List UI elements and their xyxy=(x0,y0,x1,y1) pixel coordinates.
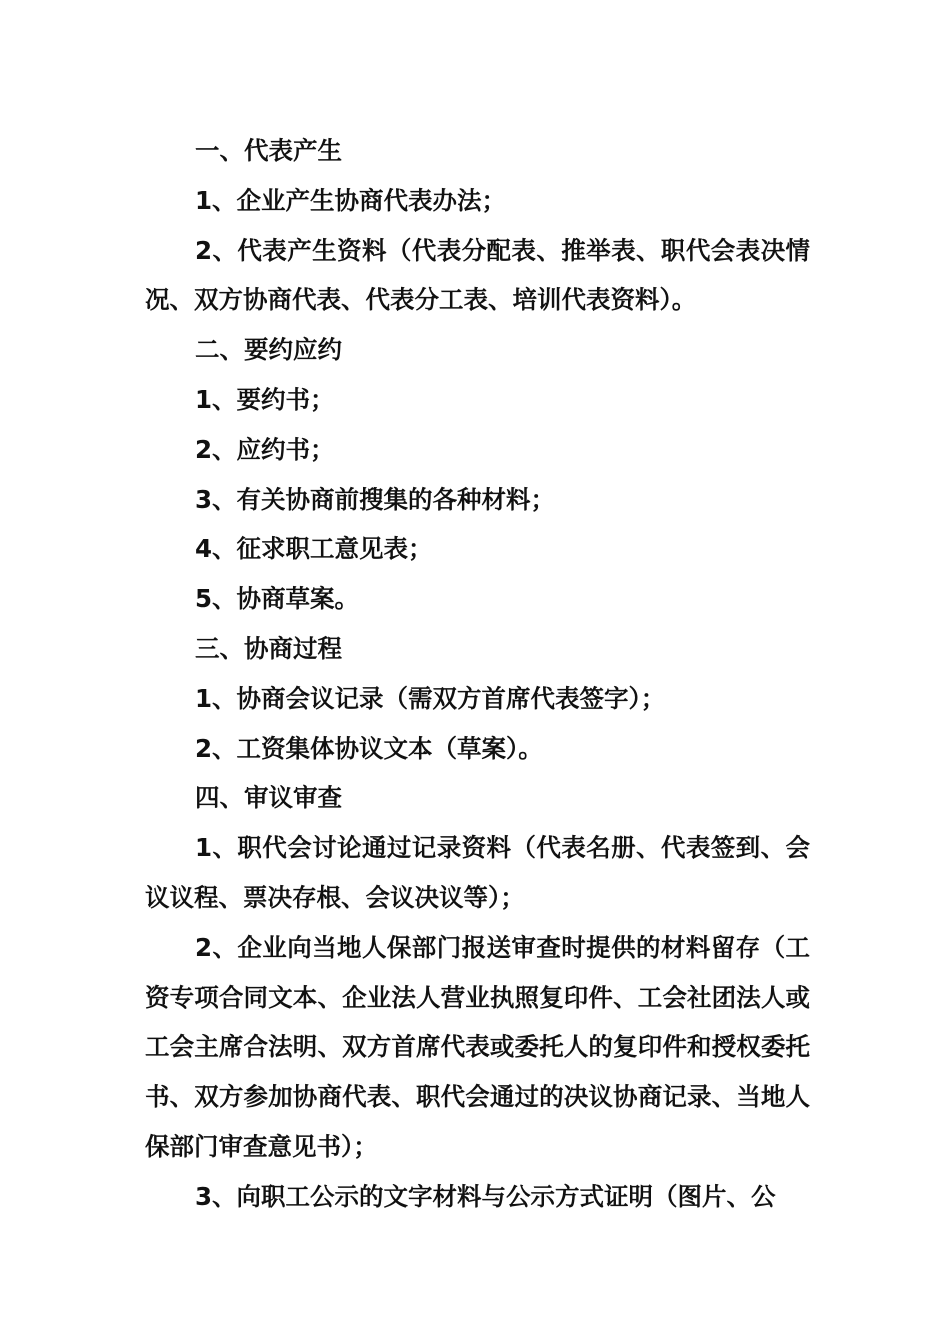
list-item: 5、协商草案。 xyxy=(195,584,360,614)
list-item: 1、要约书； xyxy=(195,384,335,414)
list-item: 1、职代会讨论通过记录资料（代表名册、代表签到、会议议程、票决存根、会议决议等）； xyxy=(145,833,810,912)
list-item: 2、代表产生资料（代表分配表、推举表、职代会表决情况、双方协商代表、代表分工表、培训代表资料）。 xyxy=(145,235,810,315)
list-item: 2、企业向当地人保部门报送审查时提供的材料留存（工资专项合同文本、企业法人营业执照复印件、工会社团法人或工会主席合法明、双方首席代表或委托人的复印件和授权委托书、双方参加协商代表、职代会通过的决议协商记录、当地人保部门审查意见书）； xyxy=(145,932,810,1161)
list-item: 1、协商会议记录（需双方首席代表签字）； xyxy=(195,683,666,713)
section-heading-3: 三、协商过程 xyxy=(195,633,342,663)
section-heading-2: 二、要约应约 xyxy=(195,335,342,365)
list-item: 1、企业产生协商代表办法； xyxy=(195,185,507,215)
section-heading-1: 一、代表产生 xyxy=(195,136,342,165)
section-heading-4: 四、审议审查 xyxy=(195,783,342,813)
list-item: 2、工资集体协议文本（草案）。 xyxy=(195,733,543,763)
document-body xyxy=(145,126,810,1222)
list-item: 3、有关协商前搜集的各种材料； xyxy=(195,484,556,514)
list-item: 4、征求职工意见表； xyxy=(195,534,433,564)
list-item: 3、向职工公示的文字材料与公示方式证明（图片、公 xyxy=(195,1181,776,1211)
list-item: 2、应约书； xyxy=(195,434,335,464)
